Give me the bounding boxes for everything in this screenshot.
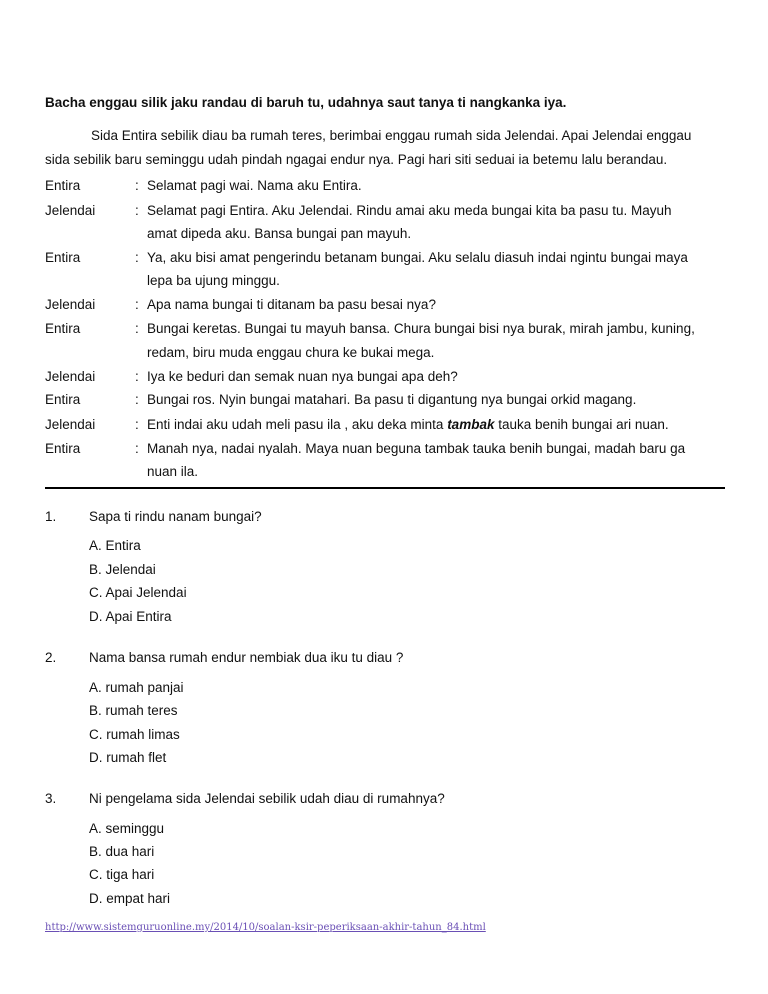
question-number: 2.: [45, 650, 57, 665]
answer-option: C. rumah limas: [89, 727, 180, 742]
dialogue-colon: :: [135, 417, 139, 432]
source-link[interactable]: http://www.sistemguruonline.my/2014/10/soalan-ksir-peperiksaan-akhir-tahun_84.html: [45, 922, 486, 933]
question-text: Sapa ti rindu nanam bungai?: [89, 509, 262, 524]
question-number: 3.: [45, 791, 57, 806]
dialogue-colon: :: [135, 250, 139, 265]
question-text: Ni pengelama sida Jelendai sebilik udah diau di rumahnya?: [89, 791, 445, 806]
intro-line-2: sida sebilik baru seminggu udah pindah ngagai endur nya. Pagi hari siti seduai ia betemu lalu berandau.: [45, 152, 668, 167]
answer-option: D. rumah flet: [89, 750, 167, 765]
dialogue-colon: :: [135, 203, 139, 218]
question-number: 1.: [45, 509, 57, 524]
answer-option: B. Jelendai: [89, 562, 156, 577]
answer-option: A. rumah panjai: [89, 680, 184, 695]
dialogue-line: nuan ila.: [147, 464, 199, 479]
dialogue-line: Bungai keretas. Bungai tu mayuh bansa. Chura bungai bisi nya burak, mirah jambu, kuning,: [147, 321, 695, 336]
dialogue-speaker: Jelendai: [45, 203, 96, 218]
dialogue-colon: :: [135, 178, 139, 193]
dialogue-line: Apa nama bungai ti ditanam ba pasu besai nya?: [147, 297, 436, 312]
dialogue-speaker: Jelendai: [45, 369, 96, 384]
dialogue-colon: :: [135, 392, 139, 407]
dialogue-text: tauka benih bungai ari nuan.: [494, 417, 669, 432]
intro-line-1: Sida Entira sebilik diau ba rumah teres, berimbai enggau rumah sida Jelendai. Apai Jelendai enggau: [91, 128, 692, 143]
dialogue-line: [147, 417, 669, 432]
answer-option: B. rumah teres: [89, 703, 178, 718]
dialogue-speaker: Entira: [45, 178, 81, 193]
section-divider: [45, 487, 725, 489]
answer-option: C. tiga hari: [89, 867, 155, 882]
dialogue-line: Bungai ros. Nyin bungai matahari. Ba pasu ti digantung nya bungai orkid magang.: [147, 392, 637, 407]
emphasized-word: tambak: [447, 417, 495, 432]
dialogue-colon: :: [135, 369, 139, 384]
dialogue-line: Manah nya, nadai nyalah. Maya nuan beguna tambak tauka benih bungai, madah baru ga: [147, 441, 686, 456]
dialogue-speaker: Entira: [45, 441, 81, 456]
answer-option: D. Apai Entira: [89, 609, 172, 624]
answer-option: D. empat hari: [89, 891, 171, 906]
answer-option: A. Entira: [89, 538, 141, 553]
dialogue-speaker: Jelendai: [45, 297, 96, 312]
dialogue-colon: :: [135, 297, 139, 312]
answer-option: B. dua hari: [89, 844, 155, 859]
dialogue-speaker: Entira: [45, 321, 81, 336]
dialogue-line: amat dipeda aku. Bansa bungai pan mayuh.: [147, 226, 412, 241]
answer-option: A. seminggu: [89, 821, 165, 836]
dialogue-speaker: Jelendai: [45, 417, 96, 432]
question-text: Nama bansa rumah endur nembiak dua iku tu diau ?: [89, 650, 404, 665]
dialogue-colon: :: [135, 441, 139, 456]
dialogue-line: lepa ba ujung minggu.: [147, 273, 280, 288]
dialogue-line: redam, biru muda enggau chura ke bukai mega.: [147, 345, 435, 360]
dialogue-speaker: Entira: [45, 392, 81, 407]
dialogue-speaker: Entira: [45, 250, 81, 265]
dialogue-text: Enti indai aku udah meli pasu ila , aku deka minta: [147, 417, 448, 432]
instruction-heading: Bacha enggau silik jaku randau di baruh tu, udahnya saut tanya ti nangkanka iya.: [45, 95, 567, 110]
dialogue-line: Selamat pagi wai. Nama aku Entira.: [147, 178, 362, 193]
dialogue-colon: :: [135, 321, 139, 336]
answer-option: C. Apai Jelendai: [89, 585, 187, 600]
dialogue-line: Ya, aku bisi amat pengerindu betanam bungai. Aku selalu diasuh indai ngintu bungai maya: [147, 250, 688, 265]
dialogue-line: Iya ke beduri dan semak nuan nya bungai apa deh?: [147, 369, 458, 384]
dialogue-line: Selamat pagi Entira. Aku Jelendai. Rindu amai aku meda bungai kita ba pasu tu. Mayuh: [147, 203, 672, 218]
